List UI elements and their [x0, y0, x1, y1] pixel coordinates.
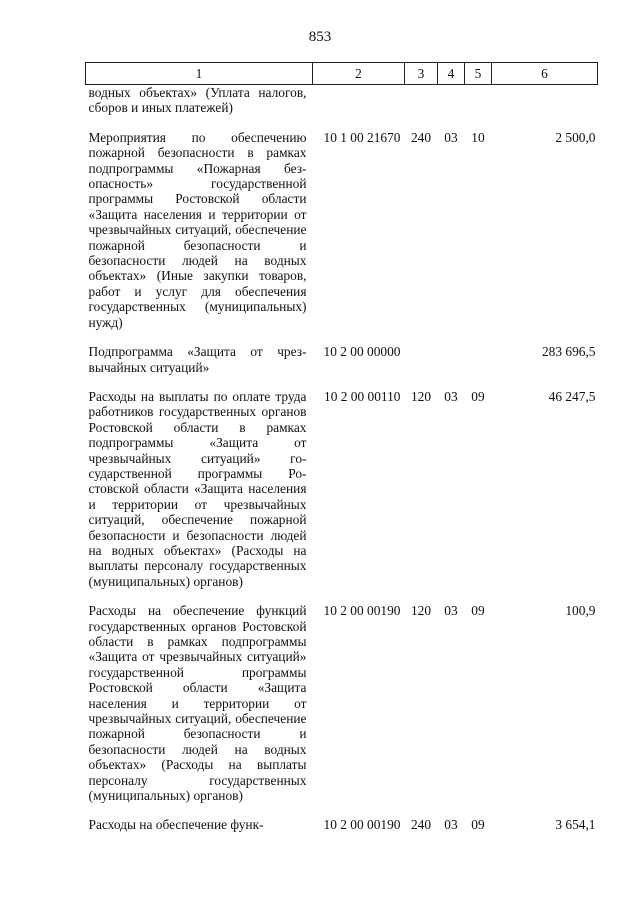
header-row: [86, 63, 598, 85]
row-vr: 240: [410, 129, 432, 145]
column-header-1: 1: [86, 63, 313, 85]
column-header-2: 2: [313, 63, 405, 85]
table-row: [86, 375, 598, 589]
row-sum: 3 654,1: [555, 817, 596, 833]
row-sum: 2 500,0: [555, 129, 596, 145]
table-row: [86, 85, 598, 116]
row-vr: [405, 330, 438, 375]
row-name: Расходы на обеспечение функ-: [88, 817, 264, 833]
table-row: [86, 589, 598, 803]
row-sum: 100,9: [565, 603, 596, 619]
row-name: Расходы на обеспечение функций государственных органов Ростовской области в рамках подпрограммы «Защита от чрезвычайных ситуаций» государственной программы Ростовской области «Защита населения и территории от чрезвычайных ситуаций, обеспечение пожарной безопасности и безопасности людей на водных объектах» (Расходы на выплаты персоналу государственных (муниципальных) органов): [88, 603, 307, 804]
row-vr: 240: [410, 817, 432, 833]
row-pr: [465, 330, 492, 375]
column-header-4: 4: [438, 63, 465, 85]
row-pr: 10: [471, 129, 485, 145]
row-rz: 03: [444, 129, 458, 145]
row-rz: [438, 330, 465, 375]
column-header-6: 6: [492, 63, 598, 85]
table-body: [86, 85, 598, 833]
row-code: 10 1 00 21670: [323, 129, 401, 145]
row-code: 10 2 00 00190: [323, 817, 401, 833]
row-code: 10 2 00 00190: [323, 603, 401, 619]
row-pr: 09: [471, 817, 485, 833]
row-pr: [465, 85, 492, 116]
row-code: [313, 85, 405, 116]
row-name: Мероприятия по обеспечению пожарной безопасности в рамках подпрограммы «Пожарная безопасность» государственной программы Ростовской области «Защита населения и территории от чрезвычайных ситуаций, обеспечение пожарной безопасности и безопасности людей на водных объектах» (Иные закупки товаров, работ и услуг для обеспечения государственных (муниципальных) нужд): [88, 129, 307, 330]
row-rz: [438, 85, 465, 116]
column-header-3: 3: [405, 63, 438, 85]
row-sum: [492, 85, 598, 116]
table-row: [86, 116, 598, 330]
row-sum: 46 247,5: [548, 388, 596, 404]
row-pr: 09: [471, 603, 485, 619]
budget-table: [85, 62, 598, 833]
row-vr: 120: [410, 388, 432, 404]
row-rz: 03: [444, 388, 458, 404]
row-name: Расходы на выплаты по оплате труда работников государственных органов Ростовской области в рамках подпрограммы «Защита от чрезвычайных ситуаций» государственной программы Ростовской области «Защита населения и территории от чрезвычайных ситуаций, обеспечение пожарной безопасности и безопасности людей на водных объектах» (Расходы на выплаты персоналу государственных (муниципальных) органов): [88, 388, 307, 589]
table-header: [86, 63, 598, 85]
table-row: [86, 330, 598, 375]
table-row: [86, 803, 598, 832]
row-pr: 09: [471, 388, 485, 404]
row-code: 10 2 00 00110: [324, 388, 401, 404]
row-name: Подпрограмма «Защита от чрезвычайных ситуаций»: [88, 344, 307, 375]
row-rz: 03: [444, 603, 458, 619]
page-number: 853: [308, 29, 332, 45]
row-rz: 03: [444, 817, 458, 833]
row-vr: 120: [410, 603, 432, 619]
column-header-5: 5: [465, 63, 492, 85]
row-code: 10 2 00 00000: [323, 344, 401, 360]
row-sum: 283 696,5: [541, 344, 596, 360]
row-name: водных объектах» (Уплата налогов, сборов и иных платежей): [88, 85, 307, 116]
row-vr: [405, 85, 438, 116]
